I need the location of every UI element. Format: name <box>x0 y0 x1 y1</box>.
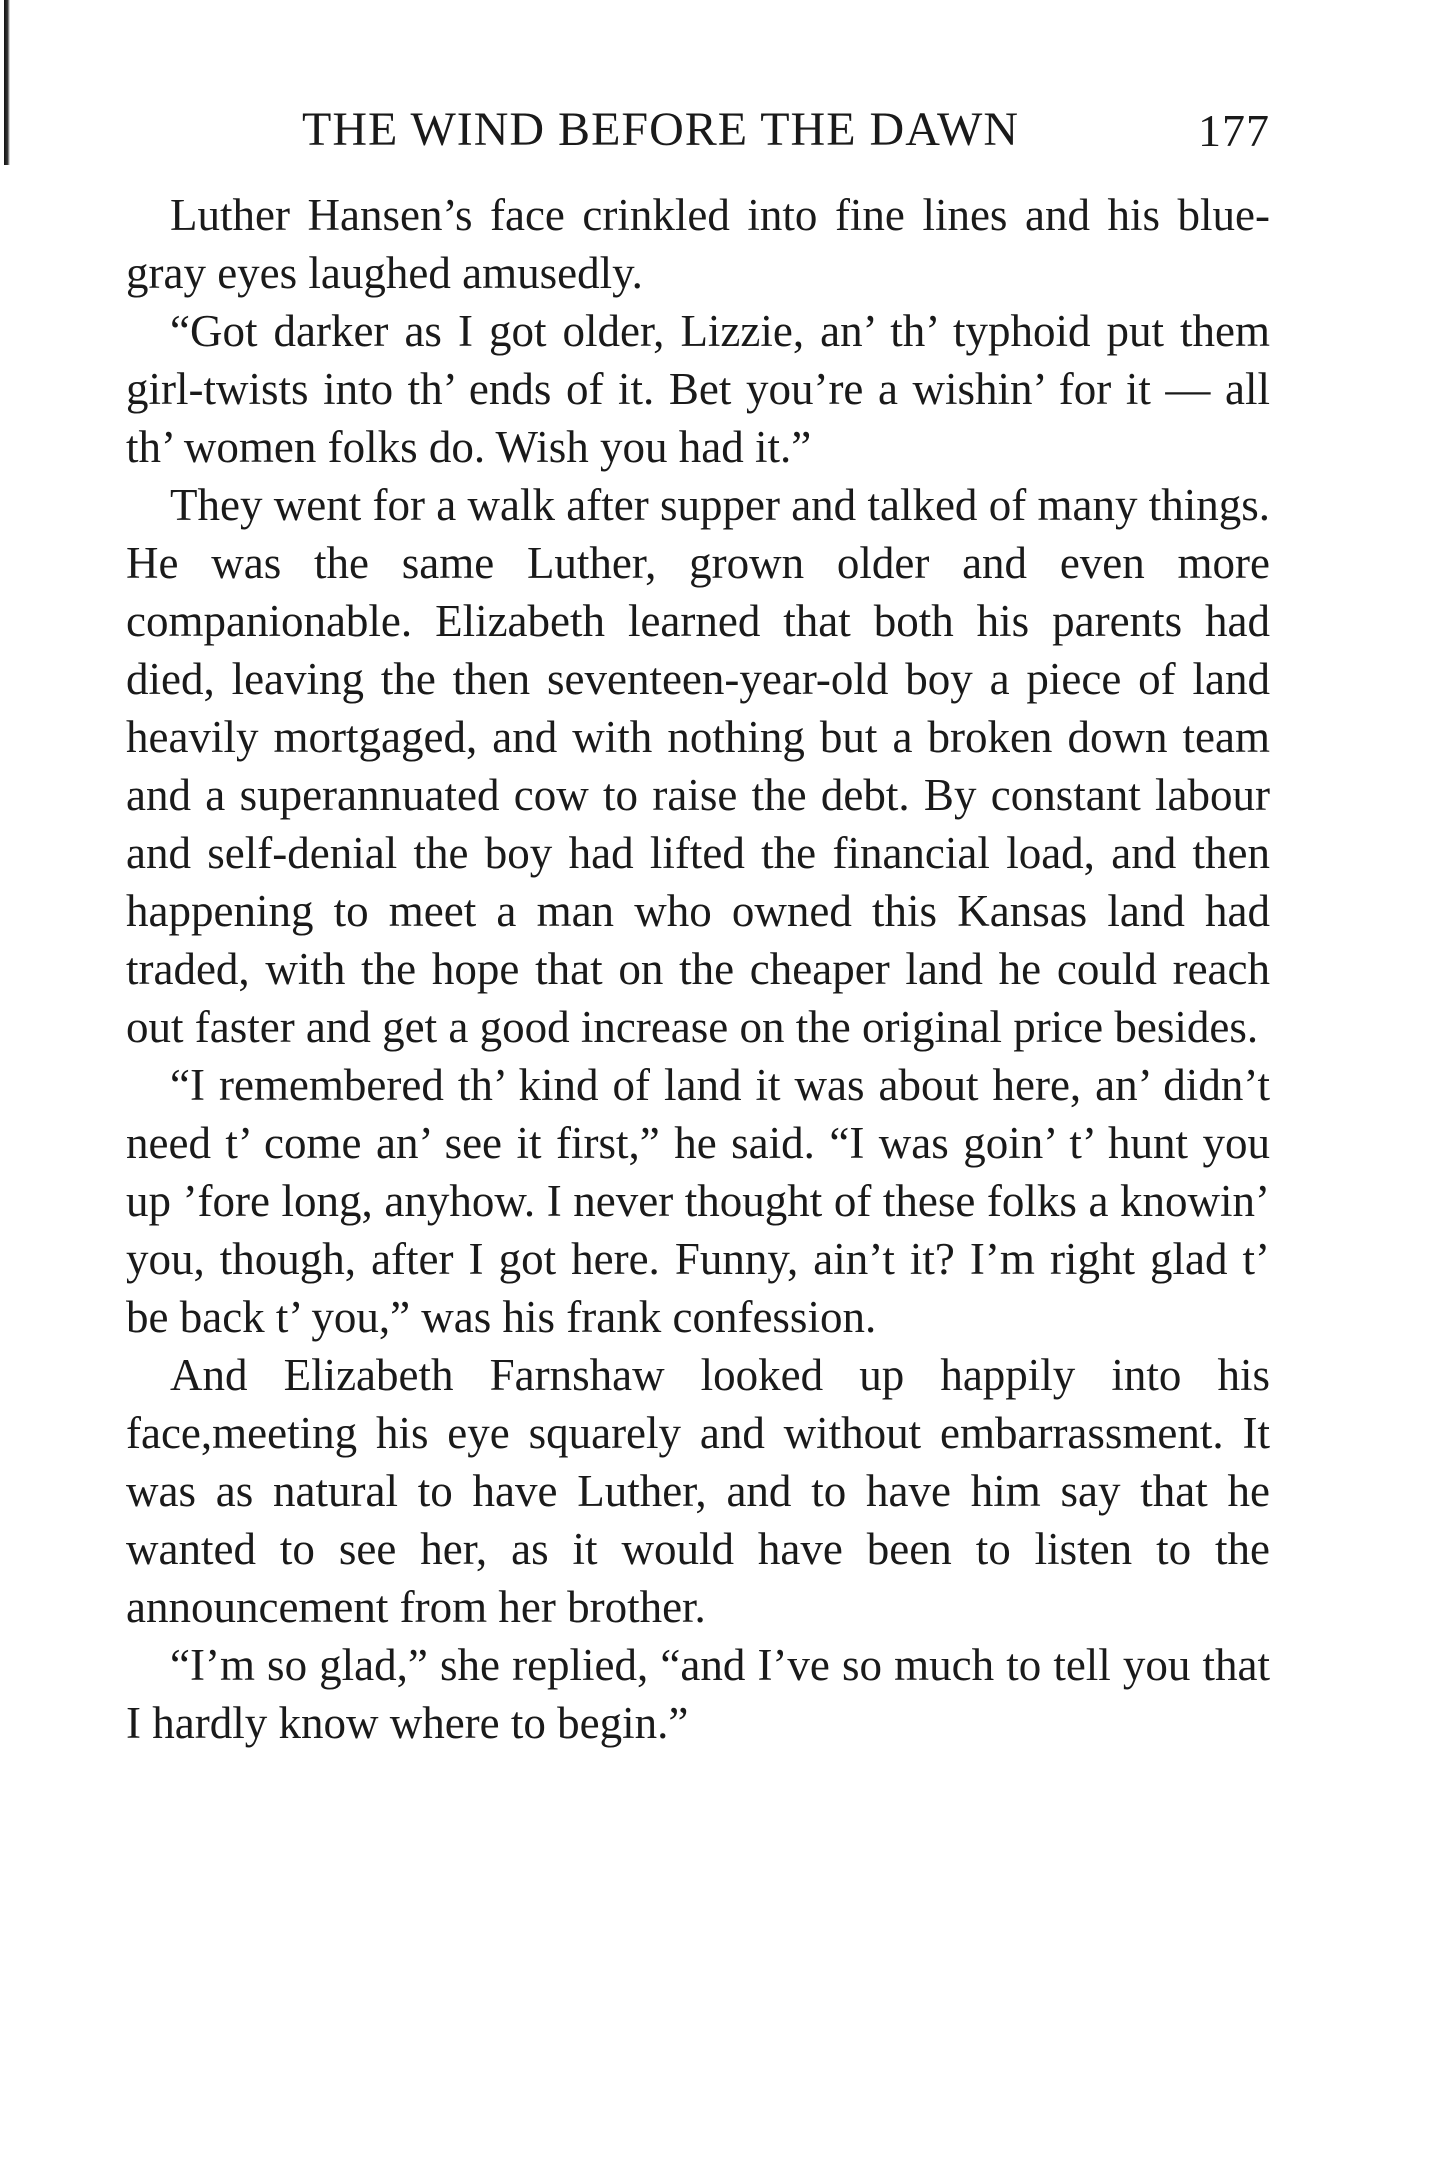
paragraph: “I remembered th’ kind of land it was about here, an’ didn’t need t’ come an’ see it first,” he said. “I was goin’ t’ hunt you up ’fore long, anyhow. I never thought of these folks a knowin’ you, though, after I got here. Funny, ain’t it? I’m right glad t’ be back t’ you,” was his frank confession. <box>126 1060 1270 1342</box>
running-head-title: THE WIND BEFORE THE DAWN <box>302 103 1019 156</box>
paragraph: They went for a walk after supper and talked of many things. He was the same Luther, grown older and even more companionable. Elizabeth learned that both his parents had died, leaving the then seventeen-year-old boy a piece of land heavily mortgaged, and with nothing but a broken down team and a superannuated cow to raise the debt. By constant labour and self-denial the boy had lifted the financial load, and then happening to meet a man who owned this Kansas land had traded, with the hope that on the cheaper land he could reach out faster and get a good increase on the original price besides. <box>126 480 1270 1052</box>
scan-edge-mark <box>4 0 10 165</box>
paragraph: “I’m so glad,” she replied, “and I’ve so much to tell you that I hardly know where to begin.” <box>126 1640 1270 1748</box>
page-number: 177 <box>1198 105 1270 156</box>
paragraph: “Got darker as I got older, Lizzie, an’ th’ typhoid put them girl-twists into th’ ends of it. Bet you’re a wishin’ for it — all th’ women folks do. Wish you had it.” <box>126 306 1270 472</box>
running-head <box>302 102 1270 162</box>
paragraph: And Elizabeth Farnshaw looked up happily into his face,meeting his eye squarely and without embarrassment. It was as natural to have Luther, and to have him say that he wanted to see her, as it would have been to listen to the announcement from her brother. <box>126 1350 1270 1632</box>
body-text <box>126 186 1270 1752</box>
paragraph: Luther Hansen’s face crinkled into fine lines and his blue-gray eyes laughed amusedly. <box>126 190 1270 298</box>
